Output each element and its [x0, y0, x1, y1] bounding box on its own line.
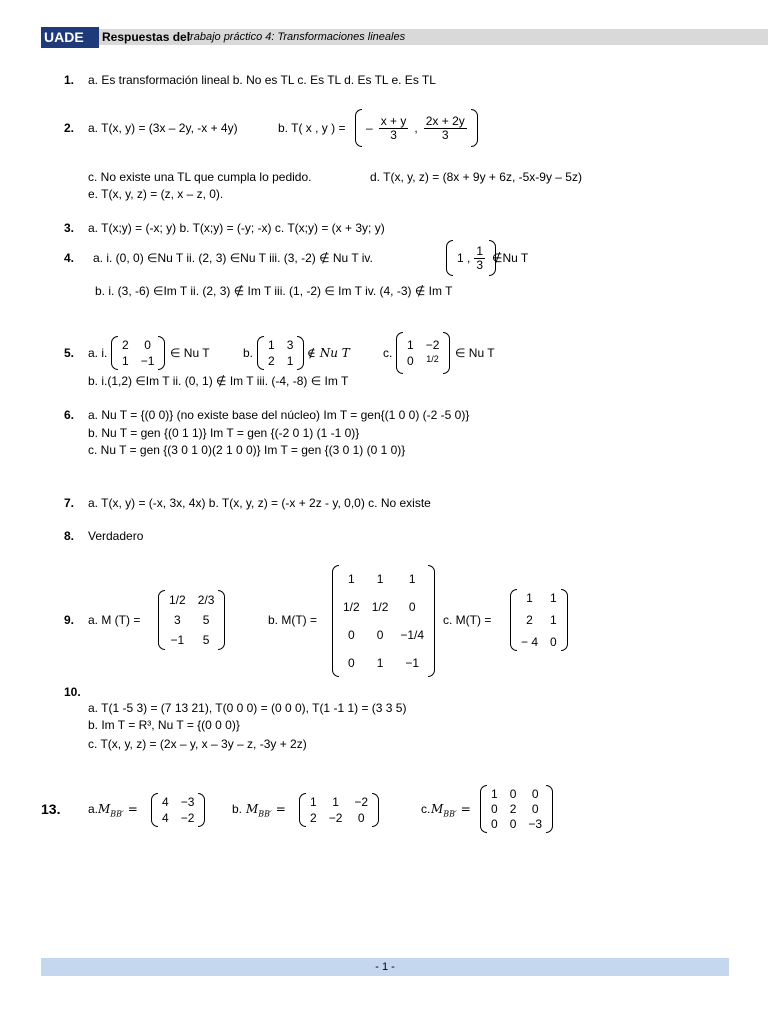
header-title-bold: Respuestas del — [102, 30, 191, 44]
item-number: 4. — [64, 251, 75, 265]
item-number: 5. — [64, 346, 75, 360]
item-number: 13. — [41, 801, 61, 817]
page-number: - 1 - — [375, 961, 395, 973]
answer-5a-prefix: a. i. — [88, 346, 108, 360]
answer-9a-prefix: a. M (T) = — [88, 613, 141, 627]
matrix-5a: 2 0 1 −1 — [111, 336, 165, 370]
answer-4a: a. i. (0, 0) ∈Nu T ii. (2, 3) ∈Nu T iii. (3, -2) ∉ Nu T iv. — [93, 251, 373, 265]
page-footer — [41, 958, 729, 976]
answer-9c-prefix: c. M(T) = — [443, 613, 492, 627]
answer-4a-iv-end: ∉Nu T — [492, 251, 529, 265]
answer-13b-prefix: b. — [232, 802, 243, 816]
item-number: 8. — [64, 529, 75, 543]
item-number: 9. — [64, 613, 75, 627]
answer-5b-prefix: b. — [243, 346, 254, 360]
matrix-label: $M_{BB'}$ = — [431, 802, 471, 819]
matrix-13b: 1 1 −2 2 −2 0 — [299, 793, 379, 827]
answer-text: Verdadero — [88, 529, 144, 543]
answer-10a: a. T(1 -5 3) = (7 13 21), T(0 0 0) = (0 0 0), T(1 -1 1) = (3 3 5) — [88, 701, 407, 715]
answer-2e: e. T(x, y, z) = (z, x – z, 0). — [88, 187, 224, 201]
item-number: 3. — [64, 221, 75, 235]
fraction: $\frac{x + y}{3}$ — [380, 113, 407, 142]
matrix-label: $M_{BB'}$ = — [98, 802, 138, 819]
answer-13a-prefix: a. — [88, 802, 99, 816]
answer-text: a. T(x, y) = (-x, 3x, 4x) b. T(x, y, z) = (-x + 2z - y, 0,0) c. No existe — [88, 496, 431, 510]
answer-2a: a. T(x, y) = (3x – 2y, -x + 4y) — [88, 121, 238, 135]
item-number: 1. — [64, 73, 75, 87]
item-number: 6. — [64, 408, 75, 422]
item-number: 10. — [64, 685, 81, 699]
matrix-13c: 1 0 0 0 2 0 0 0 −3 — [480, 785, 553, 833]
item-number: 2. — [64, 121, 75, 135]
answer-5c-end: ∈ Nu T — [455, 346, 495, 360]
fraction: $\frac{1}{3}$ — [476, 243, 484, 272]
answer-5c-prefix: c. — [383, 346, 393, 360]
answer-2b-prefix: b. T( x , y ) = — [278, 121, 346, 135]
answer-text: a. T(x;y) = (-x; y) b. T(x;y) = (-y; -x) c. T(x;y) = (x + 3y; y) — [88, 221, 385, 235]
answer-4a-iv-point: 1 , $\frac{1}{3}$ — [446, 240, 496, 276]
page-header — [41, 27, 768, 48]
minus-sign: – — [366, 121, 373, 135]
answer-6c: c. Nu T = gen {(3 0 1 0)(2 1 0 0)} Im T = gen {(3 0 1) (0 1 0)} — [88, 443, 406, 457]
header-title: trabajo práctico 4: Transformaciones lineales — [187, 31, 406, 43]
matrix-13a: 4 −3 4 −2 — [151, 793, 205, 827]
matrix-label: $M_{BB'}$ = — [246, 802, 286, 819]
matrix-9b: 1 1 1 1/2 1/2 0 0 0 −1/4 0 1 −1 — [332, 565, 435, 677]
answer-5b: b. i.(1,2) ∈Im T ii. (0, 1) ∉ Im T iii. (-4, -8) ∈ Im T — [88, 374, 349, 388]
answer-2d: d. T(x, y, z) = (8x + 9y + 6z, -5x-9y – 5z) — [370, 170, 582, 184]
answer-9b-prefix: b. M(T) = — [268, 613, 318, 627]
answer-6a: a. Nu T = {(0 0)} (no existe base del núcleo) Im T = gen{(1 0 0) (-2 -5 0)} — [88, 408, 470, 422]
answer-6b: b. Nu T = gen {(0 1 1)} Im T = gen {(-2 0 1) (1 -1 0)} — [88, 426, 360, 440]
answer-2c: c. No existe una TL que cumpla lo pedido. — [88, 170, 312, 184]
fraction: $\frac{2x + 2y}{3}$ — [425, 113, 465, 142]
answer-10b: b. Im T = R³, Nu T = {(0 0 0)} — [88, 718, 240, 732]
matrix-5c: 1 −2 0 1/2 — [396, 332, 450, 374]
item-number: 7. — [64, 496, 75, 510]
uade-logo: UADE — [41, 27, 99, 48]
answer-10c: c. T(x, y, z) = (2x – y, x – 3y – z, -3y + 2z) — [88, 737, 307, 751]
answer-5a-end: ∈ Nu T — [170, 346, 210, 360]
answer-text: a. Es transformación lineal b. No es TL c. Es TL d. Es TL e. Es TL — [88, 73, 436, 87]
answer-2b-vector: – $\frac{x + y}{3}$ , $\frac{2x + 2y}{3}$ — [355, 109, 478, 147]
answer-4b: b. i. (3, -6) ∈Im T ii. (2, 3) ∉ Im T iii. (1, -2) ∈ Im T iv. (4, -3) ∉ Im T — [95, 284, 453, 298]
answer-13c-prefix: c. — [421, 802, 431, 816]
matrix-9a: 1/2 2/3 3 5 −1 5 — [158, 590, 225, 650]
answer-5b-end: ∉ Nu T — [307, 346, 350, 360]
matrix-9c: 1 1 2 1 − 4 0 — [510, 589, 568, 651]
matrix-5b: 1 3 2 1 — [257, 336, 304, 370]
